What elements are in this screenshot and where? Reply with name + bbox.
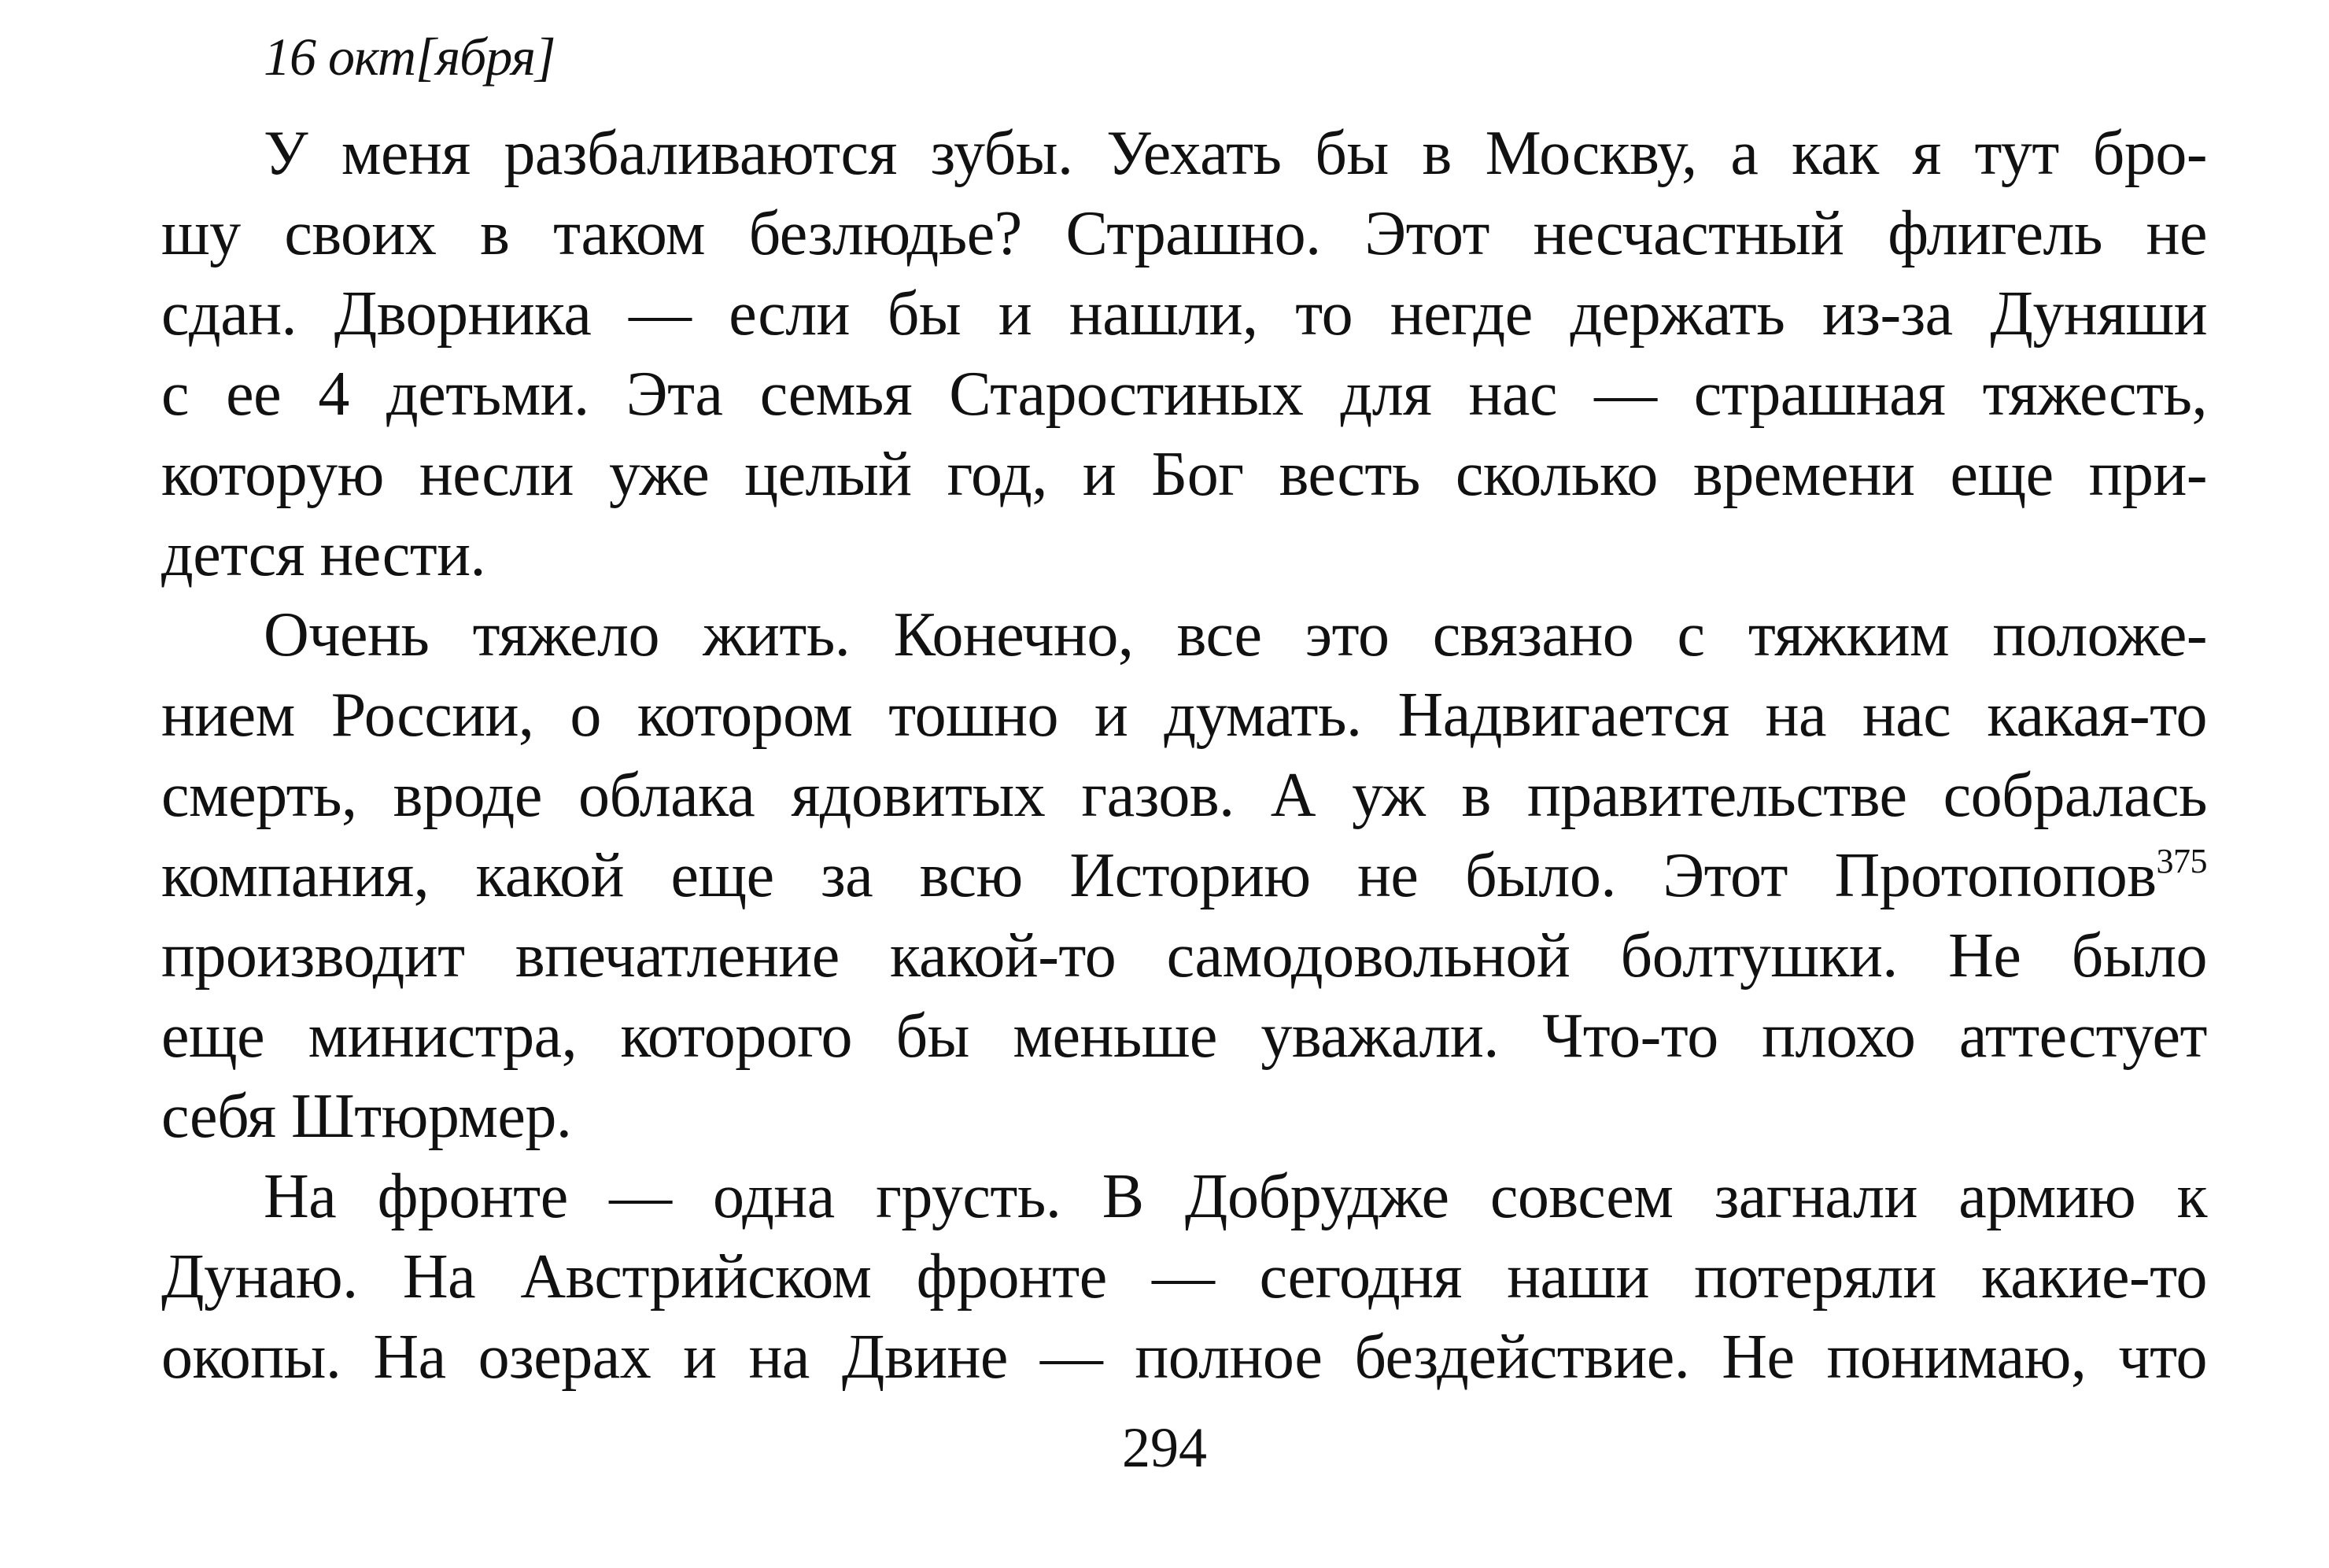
text-block <box>161 17 2207 1397</box>
text-line: окопы. На озерах и на Двине — полное бездействие. Не понимаю, что <box>161 1323 2207 1392</box>
text-line: сдан. Дворника — если бы и нашли, то негде держать из-за Дуняши <box>161 279 2207 349</box>
diary-date-heading: 16 окт[ября] <box>264 27 555 87</box>
text-line: Дунаю. На Австрийском фронте — сегодня наши потеряли какие-то <box>161 1242 2207 1312</box>
text-line: с ее 4 детьми. Эта семья Старостиных для нас — страшная тяжесть, <box>161 360 2207 429</box>
text-line: производит впечатление какой-то самодовольной болтушки. Не было <box>161 921 2207 991</box>
text-line: На фронте — одна грусть. В Добрудже совсем загнали армию к <box>264 1162 2207 1231</box>
text-line: шу своих в таком безлюдье? Страшно. Этот несчастный флигель не <box>161 199 2207 268</box>
text-line: Очень тяжело жить. Конечно, все это связано с тяжким положе- <box>264 600 2207 670</box>
paragraph-1 <box>161 113 2207 595</box>
text-line-content: компания, какой еще за всю Историю не было. Этот Протопопов <box>161 841 2157 910</box>
paragraph-3 <box>161 1157 2207 1397</box>
footnote-reference[interactable]: 375 <box>2156 842 2207 880</box>
text-line: себя Штюрмер. <box>161 1082 572 1151</box>
text-line-with-footnote <box>161 836 2207 916</box>
text-line: У меня разбаливаются зубы. Уехать бы в Москву, а как я тут бро- <box>264 119 2207 188</box>
paragraph-2 <box>161 595 2207 1157</box>
text-line: дется нести. <box>161 520 486 589</box>
text-line: еще министра, которого бы меньше уважали. Что-то плохо аттестует <box>161 1002 2207 1071</box>
text-line: смерть, вроде облака ядовитых газов. А уж в правительстве собралась <box>161 761 2207 830</box>
text-line: нием России, о котором тошно и думать. Надвигается на нас какая-то <box>161 681 2207 750</box>
text-line: которую несли уже целый год, и Бог весть сколько времени еще при- <box>161 440 2207 509</box>
page-number: 294 <box>1122 1416 1207 1479</box>
